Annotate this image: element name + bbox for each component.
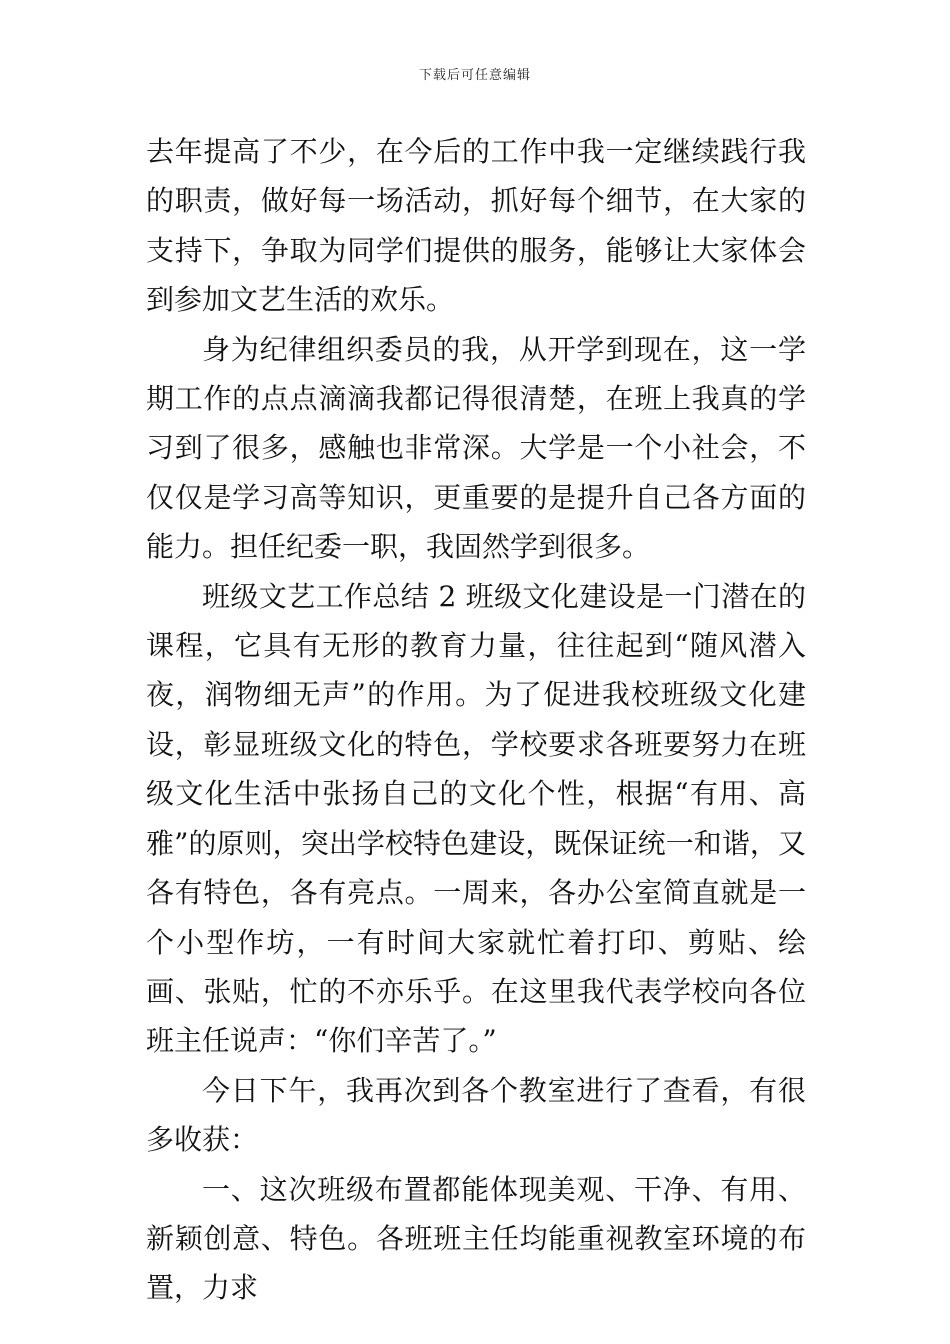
paragraph-5: 一、这次班级布置都能体现美观、干净、有用、新颖创意、特色。各班班主任均能重视教室环境的布置，力求 — [146, 1172, 806, 1305]
document-body — [146, 127, 806, 1313]
page-header: 下载后可任意编辑 — [418, 68, 531, 83]
paragraph-1: 去年提高了不少，在今后的工作中我一定继续践行我的职责，做好每一场活动，抓好每个细节，在大家的支持下，争取为同学们提供的服务，能够让大家体会到参加文艺生活的欢乐。 — [146, 135, 806, 317]
paragraph-2: 身为纪律组织委员的我，从开学到现在，这一学期工作的点点滴滴我都记得很清楚，在班上我真的学习到了很多，感触也非常深。大学是一个小社会，不仅仅是学习高等知识，更重要的是提升自己各方面的能力。担任纪委一职，我固然学到很多。 — [146, 332, 806, 564]
paragraph-4: 今日下午，我再次到各个教室进行了查看，有很多收获： — [146, 1073, 806, 1157]
paragraph-3: 班级文艺工作总结 2 班级文化建设是一门潜在的课程，它具有无形的教育力量，往往起到“随风潜入夜，润物细无声”的作用。为了促进我校班级文化建设，彰显班级文化的特色，学校要求各班要努力在班级文化生活中张扬自己的文化个性，根据“有用、高雅”的原则，突出学校特色建设，既保证统一和谐，又各有特色，各有亮点。一周来，各办公室简直就是一个小型作坊，一有时间大家就忙着打印、剪贴、绘画、张贴，忙的不亦乐乎。在这里我代表学校向各位班主任说声：“你们辛苦了。” — [146, 579, 806, 1058]
